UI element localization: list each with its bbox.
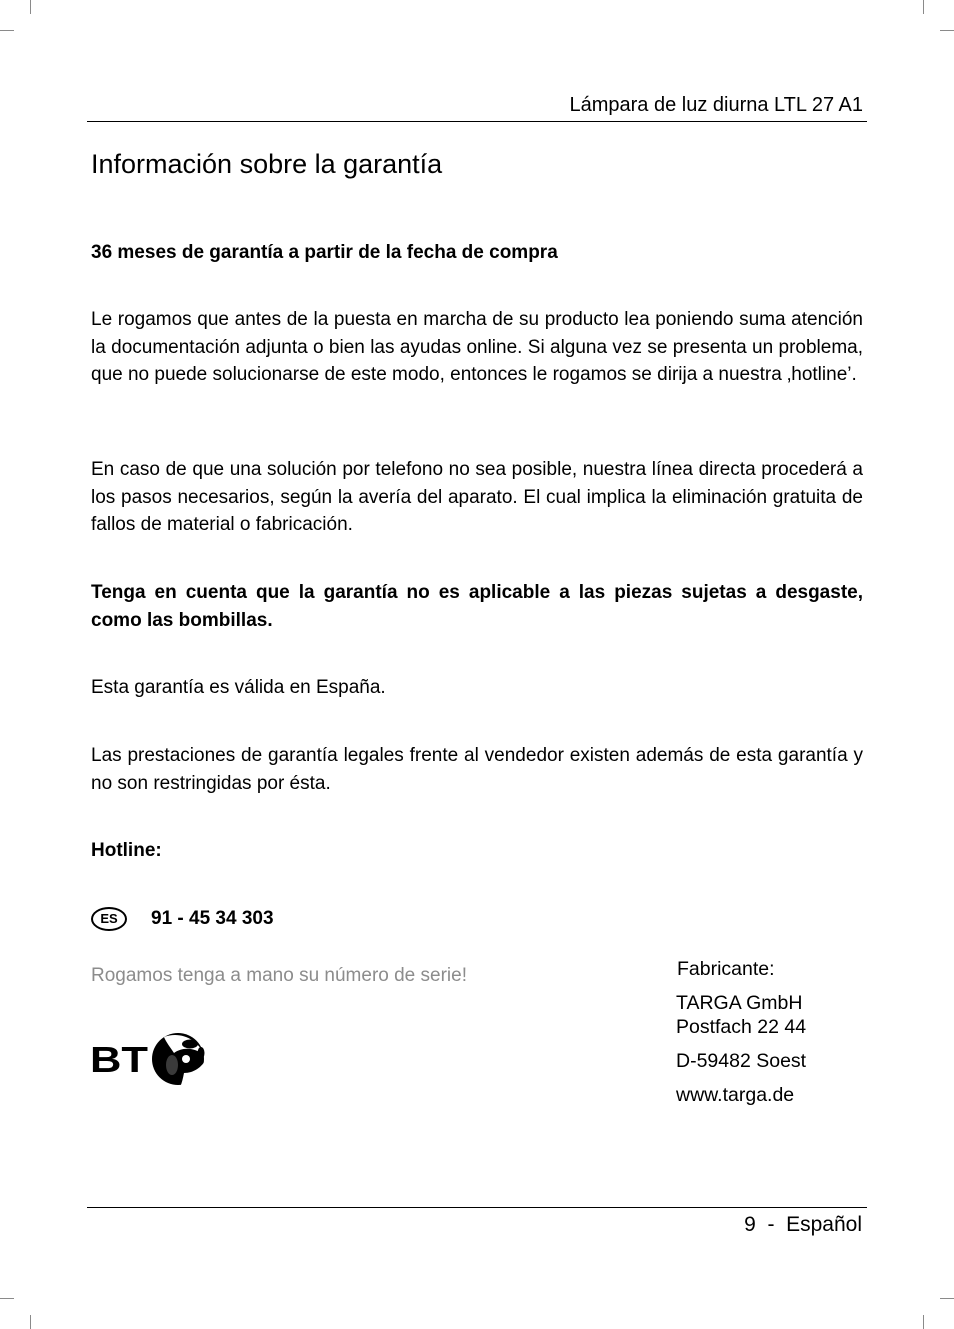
crop-mark (0, 30, 14, 31)
hotline-number: 91 - 45 34 303 (151, 908, 274, 929)
footer-language: Español (786, 1213, 862, 1236)
crop-mark (30, 1315, 31, 1329)
footer-rule (87, 1207, 867, 1208)
crop-mark (940, 30, 954, 31)
logo-text: BT (90, 1039, 148, 1080)
header-rule (87, 121, 867, 122)
crop-mark (30, 0, 31, 14)
bt-piper-logo-icon (90, 1029, 208, 1089)
hotline-label: Hotline: (91, 840, 162, 861)
paragraph-hotline-process: En caso de que una solución por telefono no sea posible, nuestra línea directa procederá a los pasos necesarios, según la avería del aparato. El cual implica la eliminación gratuita de fallos de material o fabricación. (91, 459, 863, 535)
paragraph-validity: Esta garantía es válida en España. (91, 677, 386, 698)
paragraph-legal-rights: Las prestaciones de garantía legales frente al vendedor existen además de esta garantía y no son restringidas por ésta. (91, 745, 863, 794)
paragraph-exclusions: Tenga en cuenta que la garantía no es aplicable a las piezas sujetas a desgaste, como las bombillas. (91, 582, 863, 631)
manufacturer-city: D-59482 Soest (676, 1050, 807, 1072)
crop-mark (0, 1298, 14, 1299)
page-title: Información sobre la garantía (91, 149, 443, 179)
manufacturer-website-link[interactable]: www.targa.de (676, 1084, 795, 1106)
crop-mark (940, 1298, 954, 1299)
manufacturer-label: Fabricante: (677, 958, 775, 980)
crop-mark (923, 1315, 924, 1329)
paragraph-documentation: Le rogamos que antes de la puesta en marcha de su producto lea poniendo suma atención la documentación adjunta o bien las ayudas online. Si alguna vez se presenta un problema, que no puede solucionarse de este modo, entonces le rogamos se dirija a nuestra ‚hotline’. (91, 309, 863, 385)
manufacturer-street: Postfach 22 44 (676, 1016, 807, 1038)
country-code-badge: ES (91, 907, 127, 931)
warranty-period: 36 meses de garantía a partir de la fecha de compra (91, 242, 558, 263)
running-header: Lámpara de luz diurna LTL 27 A1 (569, 94, 863, 116)
serial-number-note: Rogamos tenga a mano su número de serie! (91, 965, 467, 986)
manufacturer-company: TARGA GmbH (676, 992, 803, 1014)
page-number: 9 (744, 1213, 756, 1236)
crop-mark (923, 0, 924, 14)
page-footer (744, 1211, 862, 1239)
footer-separator: - (767, 1213, 775, 1236)
